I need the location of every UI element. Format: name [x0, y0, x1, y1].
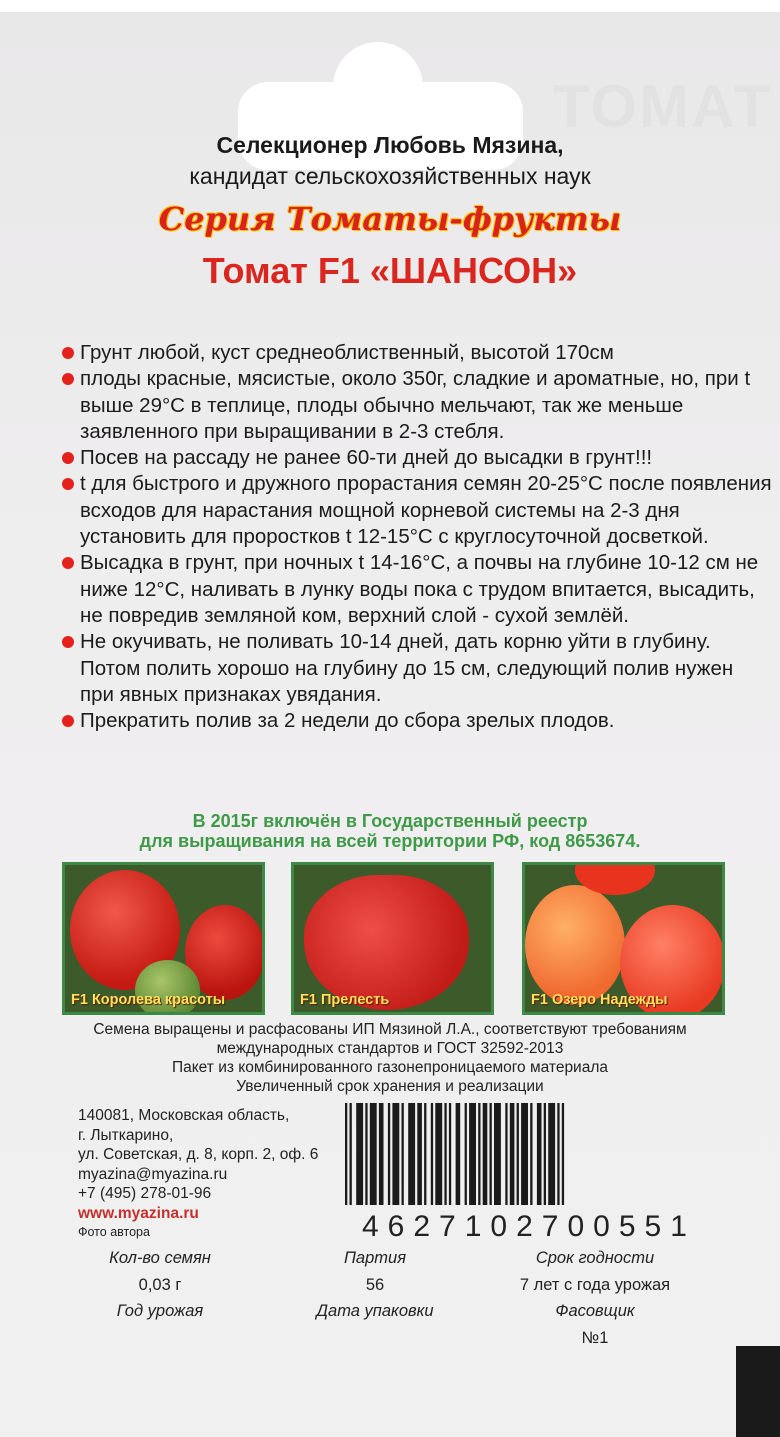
photo-caption: F1 Прелесть: [300, 992, 390, 1008]
barcode-bar: [431, 1103, 433, 1205]
barcode-bar: [444, 1103, 446, 1205]
barcode-bar: [379, 1103, 384, 1205]
ghost-text: ТОМАТ: [553, 73, 772, 140]
barcode-bar: [370, 1103, 377, 1205]
barcode-bar: [530, 1103, 532, 1205]
certification-text: Семена выращены и расфасованы ИП Мязиной Л.А., соответствуют требованиям международных стандартов и ГОСТ 32592-2013 Пакет из комбинированного газонепроницаемого материала Увеличенный срок хранения и реализации: [93, 1021, 687, 1095]
bullet-icon: [62, 347, 74, 359]
barcode-bar: [510, 1103, 515, 1205]
barcode: [345, 1103, 665, 1205]
website-link: www.myazina.ru: [78, 1204, 199, 1222]
barcode-bar: [490, 1103, 492, 1205]
batch-value: 56: [365, 1275, 385, 1294]
photo-prelest: [291, 862, 494, 1015]
barcode-bar: [562, 1103, 564, 1205]
photo-ozero-nadezhdy: [522, 862, 725, 1015]
producer-address: 140081, Московская область, г. Лыткарино, ул. Советская, д. 8, корп. 2, оф. 6 myazina@myazina.ru +7 (495) 278-01-96 www.myazina.ru Фото автора: [78, 1106, 318, 1243]
bullet-icon: [62, 478, 74, 490]
pack-date-label: Дата упаковки: [316, 1302, 434, 1320]
barcode-bar: [469, 1103, 476, 1205]
barcode-bar: [494, 1103, 501, 1205]
barcode-bar: [356, 1103, 363, 1205]
bullet-icon: [62, 373, 74, 385]
list-item: Прекратить полив за 2 недели до сбора зрелых плодов.: [62, 708, 772, 734]
barcode-bar: [449, 1103, 451, 1205]
growing-instructions: [62, 340, 772, 734]
list-item: плоды красные, мясистые, около 350г, сладкие и ароматные, но, при t выше 29°С в теплице, плоды обычно мельчают, так же меньше заявленного при выращивании в 2-3 стебля.: [62, 366, 772, 445]
registry-note: В 2015г включён в Государственный реестр для выращивания на всей территории РФ, код 8653674.: [139, 811, 641, 851]
list-item: Не окучивать, не поливать 10-14 дней, дать корню уйти в глубину. Потом полить хорошо на глубину до 15 см, следующий полив нужен при явных признаках увядания.: [62, 629, 772, 708]
bullet-icon: [62, 636, 74, 648]
barcode-number: 4627102700551: [362, 1210, 696, 1243]
variety-photos: [62, 862, 727, 1015]
phone: +7 (495) 278-01-96: [78, 1185, 212, 1202]
photo-caption: F1 Озеро Надежды: [531, 992, 668, 1008]
barcode-bar: [557, 1103, 559, 1205]
barcode-bar: [537, 1103, 542, 1205]
series-title: Серия Томаты-фрукты: [158, 200, 622, 238]
batch-label: Партия: [343, 1249, 407, 1267]
packer-value: №1: [581, 1328, 609, 1347]
barcode-bar: [402, 1103, 404, 1205]
barcode-bar: [456, 1103, 461, 1205]
list-item: Посев на рассаду не ранее 60-ти дней до высадки в грунт!!!: [62, 445, 772, 471]
barcode-bar: [408, 1103, 415, 1205]
barcode-bar: [388, 1103, 390, 1205]
photo-credit: Фото автора: [78, 1225, 150, 1239]
breeder-name: Селекционер Любовь Мязина,: [216, 132, 564, 158]
bullet-icon: [62, 715, 74, 727]
barcode-bar: [424, 1103, 426, 1205]
product-title: Томат F1 «ШАНСОН»: [202, 250, 578, 291]
photo-koroleva-krasoty: [62, 862, 265, 1015]
harvest-label: Год урожая: [116, 1302, 204, 1320]
bullet-icon: [62, 452, 74, 464]
shelf-life-label: Срок годности: [535, 1249, 655, 1267]
barcode-bar: [505, 1103, 507, 1205]
breeder-degree: кандидат сельскохозяйственных наук: [189, 163, 591, 189]
seeds-value: 0,03 г: [138, 1275, 182, 1294]
barcode-bar: [478, 1103, 480, 1205]
list-item: t для быстрого и дружного прорастания семян 20-25°С после появления всходов для нарастания мощной корневой системы на 2-3 дня установить для проростков t 12-15°С с круглосуточной досветкой.: [62, 471, 772, 550]
barcode-bar: [345, 1103, 347, 1205]
bullet-icon: [62, 557, 74, 569]
barcode-bar: [435, 1103, 442, 1205]
barcode-bar: [483, 1103, 488, 1205]
barcode-bar: [417, 1103, 422, 1205]
list-item: Высадка в грунт, при ночных t 14-16°С, а почвы на глубине 10-12 см не ниже 12°С, наливать в лунку воды пока с трудом впитается, высадить, не повредив земляной ком, верхний слой - сухой землёй.: [62, 550, 772, 629]
barcode-bar: [521, 1103, 528, 1205]
barcode-bar: [548, 1103, 555, 1205]
packer-label: Фасовщик: [555, 1302, 635, 1320]
barcode-bar: [517, 1103, 519, 1205]
list-item: Грунт любой, куст среднеоблиственный, высотой 170см: [62, 340, 772, 366]
seeds-label: Кол-во семян: [109, 1249, 211, 1267]
photo-caption: F1 Королева красоты: [71, 992, 226, 1008]
email: myazina@myazina.ru: [78, 1165, 228, 1183]
barcode-bar: [544, 1103, 546, 1205]
barcode-bar: [465, 1103, 467, 1205]
barcode-bar: [392, 1103, 399, 1205]
shelf-life-value: 7 лет с года урожая: [519, 1275, 671, 1294]
barcode-bar: [365, 1103, 367, 1205]
barcode-bar: [350, 1103, 352, 1205]
corner-mark: [736, 1346, 780, 1437]
